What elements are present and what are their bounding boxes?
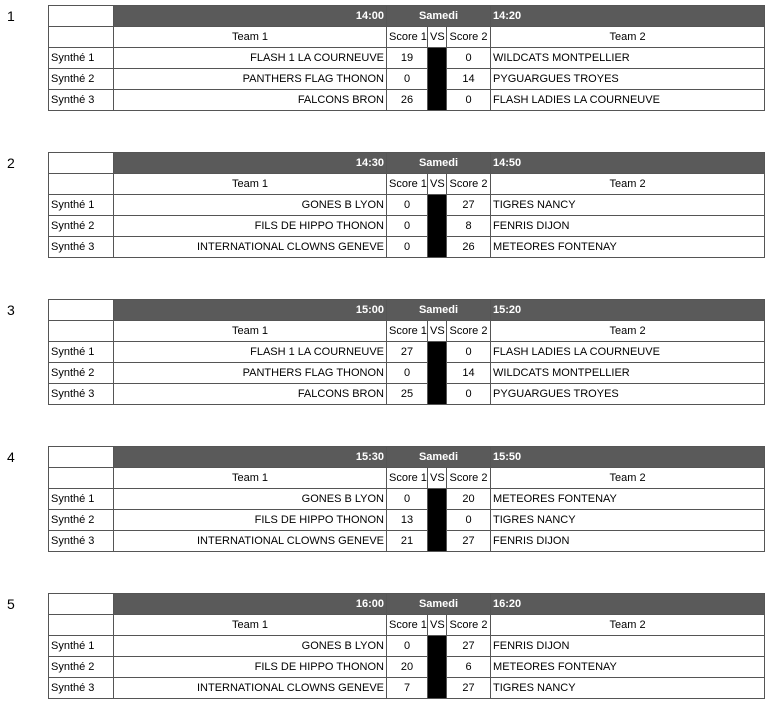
score1-value: 27 (387, 342, 428, 363)
score2-value: 0 (447, 342, 491, 363)
vs-separator (428, 489, 447, 552)
end-time: 14:50 (491, 153, 765, 174)
team2-name: WILDCATS MONTPELLIER (491, 48, 765, 69)
match-row (49, 678, 765, 699)
score2-value: 0 (447, 510, 491, 531)
column-header-row (49, 27, 765, 48)
score1-value: 7 (387, 678, 428, 699)
vs-separator (428, 342, 447, 405)
team2-name: TIGRES NANCY (491, 678, 765, 699)
field-header-blank (49, 321, 114, 342)
team1-name: FLASH 1 LA COURNEUVE (114, 48, 387, 69)
score2-value: 27 (447, 195, 491, 216)
score1-value: 0 (387, 636, 428, 657)
score2-value: 6 (447, 657, 491, 678)
vs-header: VS (428, 174, 447, 195)
header-blank-cell (49, 153, 114, 174)
score1-value: 13 (387, 510, 428, 531)
score1-header: Score 1 (387, 27, 428, 48)
field-name: Synthé 3 (49, 531, 114, 552)
score1-value: 0 (387, 216, 428, 237)
field-name: Synthé 3 (49, 678, 114, 699)
header-blank-cell (49, 594, 114, 615)
round-number: 2 (7, 155, 15, 171)
time-header-row (49, 153, 765, 174)
match-row (49, 342, 765, 363)
match-row (49, 48, 765, 69)
match-row (49, 657, 765, 678)
score2-value: 14 (447, 69, 491, 90)
match-row (49, 90, 765, 111)
team2-header: Team 2 (491, 174, 765, 195)
time-header-row (49, 594, 765, 615)
team1-header: Team 1 (114, 615, 387, 636)
match-row (49, 636, 765, 657)
day-label: Samedi (387, 153, 491, 174)
score1-value: 0 (387, 237, 428, 258)
vs-separator (428, 48, 447, 111)
field-name: Synthé 1 (49, 48, 114, 69)
score2-value: 0 (447, 90, 491, 111)
day-label: Samedi (387, 594, 491, 615)
round-table (48, 152, 765, 258)
score2-value: 14 (447, 363, 491, 384)
team2-name: METEORES FONTENAY (491, 657, 765, 678)
score2-value: 26 (447, 237, 491, 258)
team1-name: GONES B LYON (114, 195, 387, 216)
start-time: 14:30 (114, 153, 387, 174)
team2-name: TIGRES NANCY (491, 510, 765, 531)
end-time: 15:20 (491, 300, 765, 321)
vs-header: VS (428, 615, 447, 636)
match-row (49, 195, 765, 216)
header-blank-cell (49, 300, 114, 321)
field-name: Synthé 3 (49, 384, 114, 405)
start-time: 15:30 (114, 447, 387, 468)
vs-header: VS (428, 27, 447, 48)
team1-name: PANTHERS FLAG THONON (114, 69, 387, 90)
round-table (48, 593, 765, 699)
score1-header: Score 1 (387, 468, 428, 489)
header-blank-cell (49, 447, 114, 468)
day-label: Samedi (387, 300, 491, 321)
team1-name: FALCONS BRON (114, 384, 387, 405)
round-number: 4 (7, 449, 15, 465)
vs-header: VS (428, 321, 447, 342)
field-name: Synthé 3 (49, 237, 114, 258)
match-row (49, 531, 765, 552)
team2-name: PYGUARGUES TROYES (491, 69, 765, 90)
match-row (49, 69, 765, 90)
score2-value: 20 (447, 489, 491, 510)
vs-header: VS (428, 468, 447, 489)
score1-value: 21 (387, 531, 428, 552)
team2-name: FENRIS DIJON (491, 636, 765, 657)
team1-header: Team 1 (114, 27, 387, 48)
field-name: Synthé 1 (49, 342, 114, 363)
column-header-row (49, 468, 765, 489)
team1-name: INTERNATIONAL CLOWNS GENEVE (114, 531, 387, 552)
team2-name: PYGUARGUES TROYES (491, 384, 765, 405)
score2-value: 0 (447, 384, 491, 405)
score1-header: Score 1 (387, 321, 428, 342)
field-name: Synthé 2 (49, 510, 114, 531)
score1-value: 0 (387, 489, 428, 510)
team2-name: FLASH LADIES LA COURNEUVE (491, 90, 765, 111)
score2-header: Score 2 (447, 27, 491, 48)
score1-value: 0 (387, 69, 428, 90)
score2-header: Score 2 (447, 174, 491, 195)
field-header-blank (49, 27, 114, 48)
field-name: Synthé 2 (49, 216, 114, 237)
field-name: Synthé 2 (49, 363, 114, 384)
field-name: Synthé 2 (49, 69, 114, 90)
score2-value: 8 (447, 216, 491, 237)
team2-name: WILDCATS MONTPELLIER (491, 363, 765, 384)
team1-name: FILS DE HIPPO THONON (114, 510, 387, 531)
field-header-blank (49, 468, 114, 489)
score1-value: 0 (387, 195, 428, 216)
match-row (49, 237, 765, 258)
team1-name: PANTHERS FLAG THONON (114, 363, 387, 384)
team1-header: Team 1 (114, 321, 387, 342)
time-header-row (49, 6, 765, 27)
field-name: Synthé 3 (49, 90, 114, 111)
team1-name: GONES B LYON (114, 636, 387, 657)
score1-value: 26 (387, 90, 428, 111)
team2-header: Team 2 (491, 468, 765, 489)
start-time: 16:00 (114, 594, 387, 615)
vs-separator (428, 636, 447, 699)
team2-name: FENRIS DIJON (491, 531, 765, 552)
team2-name: FLASH LADIES LA COURNEUVE (491, 342, 765, 363)
round-number: 5 (7, 596, 15, 612)
score1-value: 0 (387, 363, 428, 384)
column-header-row (49, 321, 765, 342)
score2-header: Score 2 (447, 321, 491, 342)
team2-header: Team 2 (491, 27, 765, 48)
end-time: 15:50 (491, 447, 765, 468)
team1-name: FILS DE HIPPO THONON (114, 216, 387, 237)
start-time: 15:00 (114, 300, 387, 321)
match-row (49, 384, 765, 405)
score2-value: 27 (447, 531, 491, 552)
team1-name: FILS DE HIPPO THONON (114, 657, 387, 678)
team2-header: Team 2 (491, 615, 765, 636)
team2-name: TIGRES NANCY (491, 195, 765, 216)
team2-name: METEORES FONTENAY (491, 237, 765, 258)
end-time: 14:20 (491, 6, 765, 27)
team2-name: FENRIS DIJON (491, 216, 765, 237)
score2-value: 27 (447, 636, 491, 657)
score2-value: 27 (447, 678, 491, 699)
field-name: Synthé 1 (49, 195, 114, 216)
team1-name: FALCONS BRON (114, 90, 387, 111)
round-number: 3 (7, 302, 15, 318)
field-header-blank (49, 615, 114, 636)
match-row (49, 489, 765, 510)
time-header-row (49, 447, 765, 468)
score1-value: 20 (387, 657, 428, 678)
end-time: 16:20 (491, 594, 765, 615)
field-name: Synthé 1 (49, 636, 114, 657)
team1-header: Team 1 (114, 468, 387, 489)
team2-name: METEORES FONTENAY (491, 489, 765, 510)
day-label: Samedi (387, 6, 491, 27)
match-row (49, 510, 765, 531)
field-header-blank (49, 174, 114, 195)
day-label: Samedi (387, 447, 491, 468)
team1-name: FLASH 1 LA COURNEUVE (114, 342, 387, 363)
match-row (49, 363, 765, 384)
score2-header: Score 2 (447, 615, 491, 636)
team2-header: Team 2 (491, 321, 765, 342)
column-header-row (49, 615, 765, 636)
field-name: Synthé 2 (49, 657, 114, 678)
time-header-row (49, 300, 765, 321)
score2-value: 0 (447, 48, 491, 69)
round-table (48, 299, 765, 405)
team1-name: INTERNATIONAL CLOWNS GENEVE (114, 678, 387, 699)
round-table (48, 5, 765, 111)
vs-separator (428, 195, 447, 258)
team1-name: GONES B LYON (114, 489, 387, 510)
score2-header: Score 2 (447, 468, 491, 489)
header-blank-cell (49, 6, 114, 27)
score1-header: Score 1 (387, 615, 428, 636)
column-header-row (49, 174, 765, 195)
round-table (48, 446, 765, 552)
match-row (49, 216, 765, 237)
score1-value: 19 (387, 48, 428, 69)
start-time: 14:00 (114, 6, 387, 27)
field-name: Synthé 1 (49, 489, 114, 510)
score1-header: Score 1 (387, 174, 428, 195)
team1-name: INTERNATIONAL CLOWNS GENEVE (114, 237, 387, 258)
team1-header: Team 1 (114, 174, 387, 195)
score1-value: 25 (387, 384, 428, 405)
round-number: 1 (7, 8, 15, 24)
